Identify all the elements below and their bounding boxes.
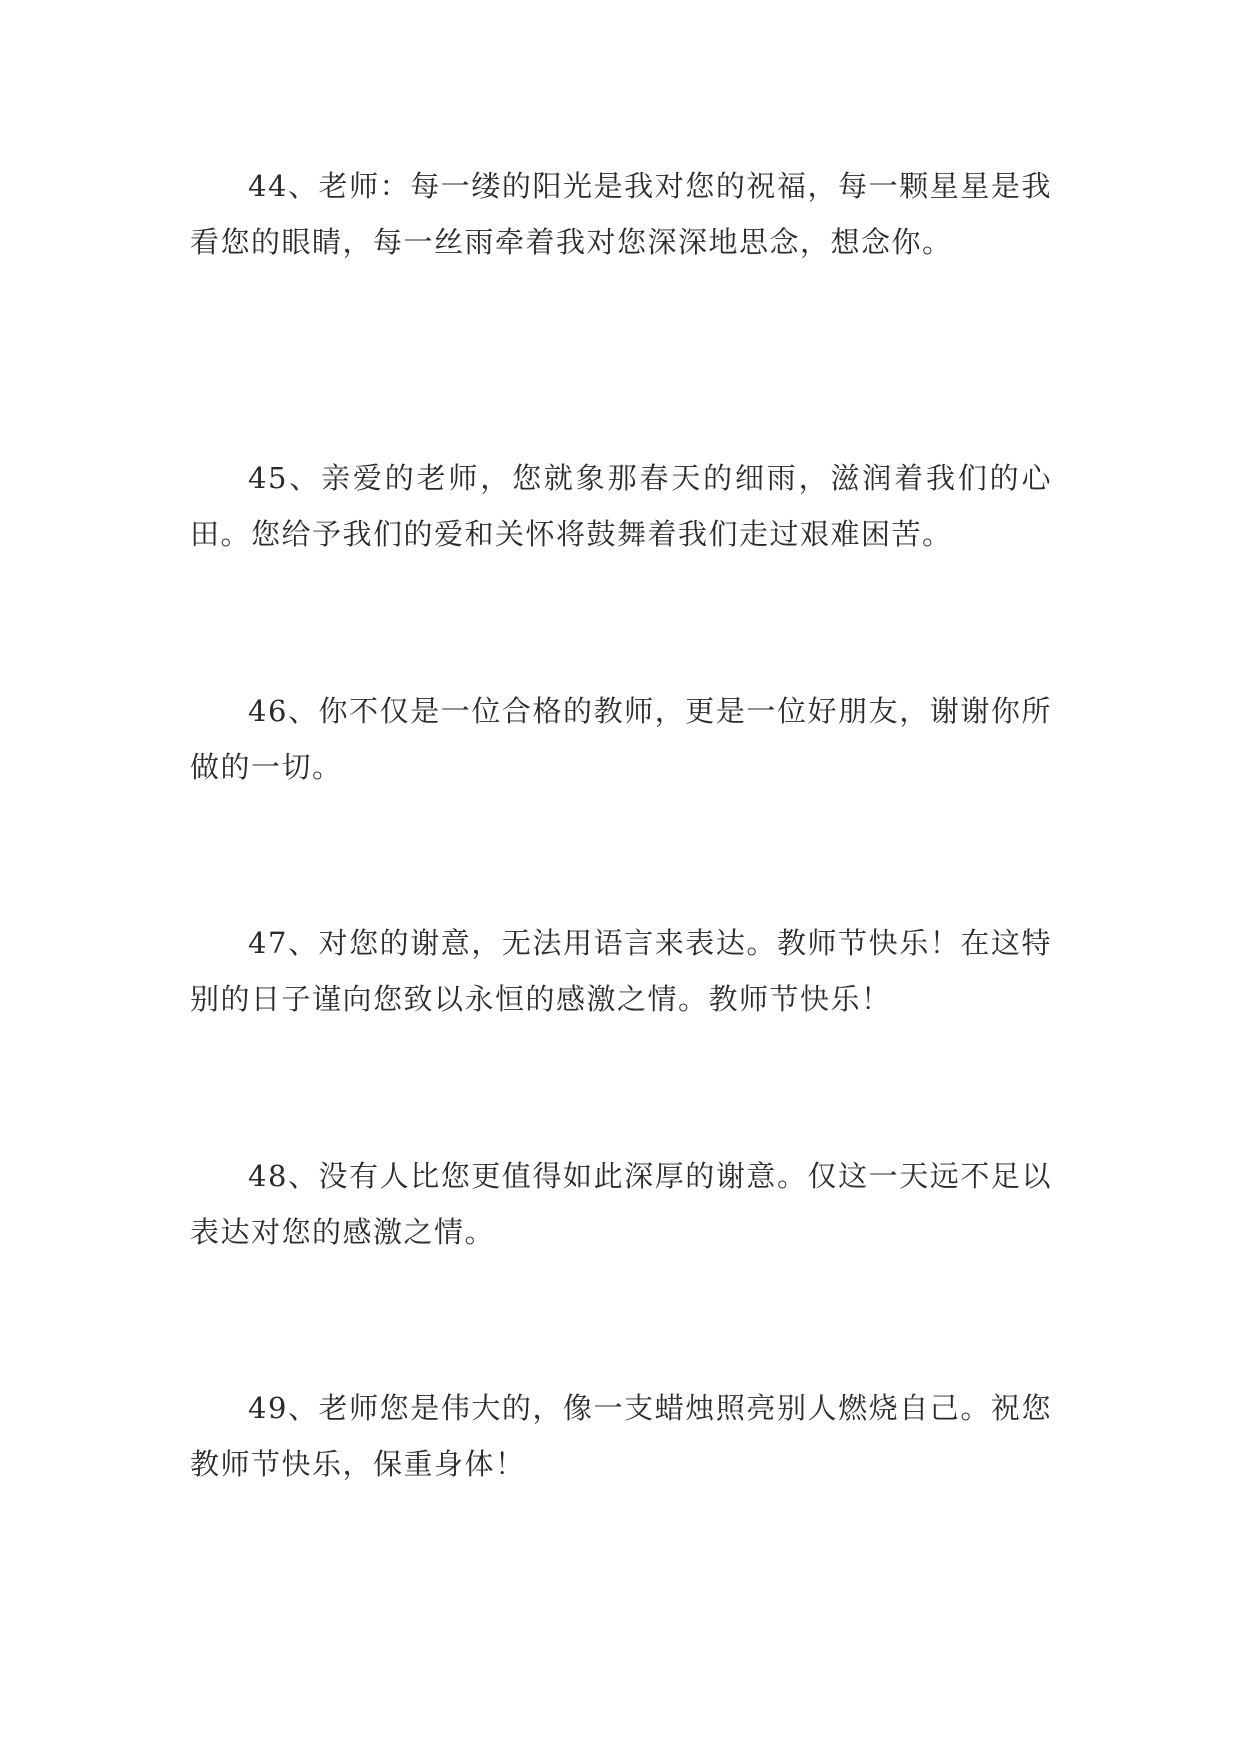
paragraph-49: 49、老师您是伟大的，像一支蜡烛照亮别人燃烧自己。祝您教师节快乐，保重身体！ [190, 1391, 1052, 1481]
paragraph-45: 45、亲爱的老师，您就象那春天的细雨，滋润着我们的心田。您给予我们的爱和关怀将鼓舞着我们走过艰难困苦。 [190, 461, 1052, 551]
paragraph-44: 44、老师：每一缕的阳光是我对您的祝福，每一颗星星是我看您的眼睛，每一丝雨牵着我对您深深地思念，想念你。 [190, 169, 1052, 259]
paragraph-47: 47、对您的谢意，无法用语言来表达。教师节快乐！在这特别的日子谨向您致以永恒的感激之情。教师节快乐！ [190, 926, 1052, 1016]
paragraph-46: 46、你不仅是一位合格的教师，更是一位好朋友，谢谢你所做的一切。 [190, 694, 1052, 784]
paragraph-48: 48、没有人比您更值得如此深厚的谢意。仅这一天远不足以表达对您的感激之情。 [190, 1159, 1052, 1249]
